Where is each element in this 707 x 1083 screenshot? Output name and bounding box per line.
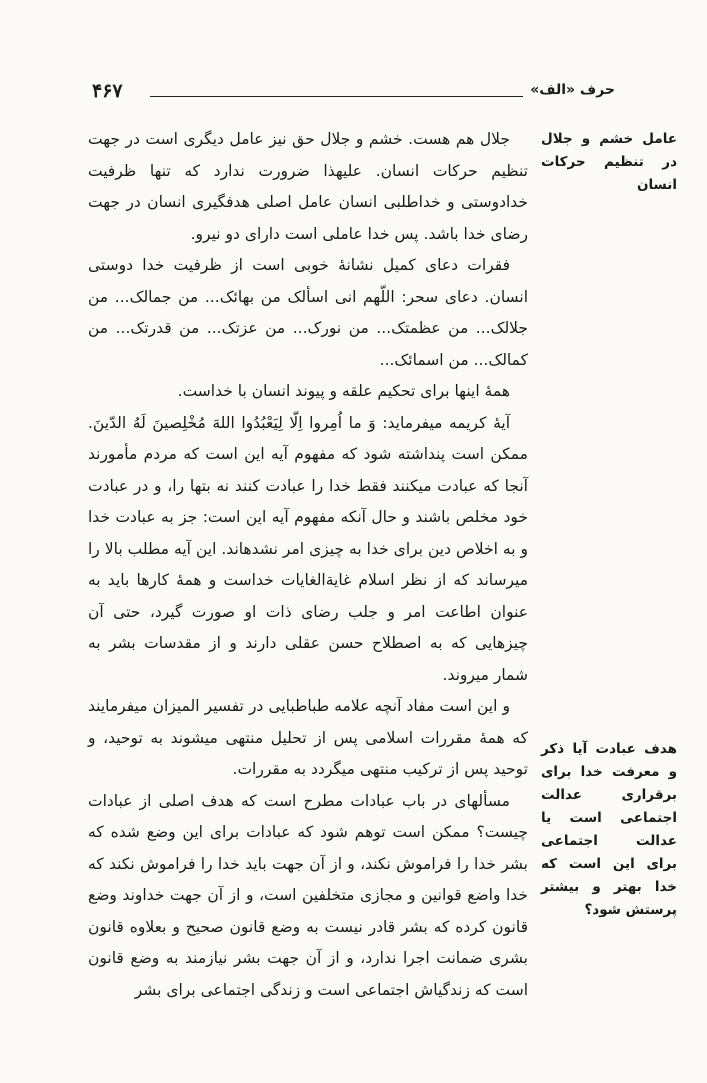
page-number: ۴۶۷ [92, 80, 123, 102]
margin-note: هدف عبادت آیا ذکر و معرفت خدا برای برقراری عدالت اجتماعی است یا عدالت اجتماعی برای این است که خدا بهتر و بیشتر پرستش شود؟ [541, 741, 677, 918]
running-head [92, 78, 615, 104]
margin-note: عامل خشم و جلال در تنظیم حرکات انسان [541, 131, 677, 193]
paragraph: جلال هم هست. خشم و جلال حق نیز عامل دیگری است در جهت تنظیم حرکات انسان. علیهذا ضرورت ندارد که تنها ظرفیت خدادوستی و خداطلبی انسان عامل اصلی هدفگیری انسان در جهت رضای خدا باشد. پس خدا عاملی است دارای دو نیرو. [88, 130, 528, 243]
paragraph: مسألهای در باب عبادات مطرح است که هدف اصلی از عبادات چیست؟ ممکن است توهم شود که عبادات برای این وضع شده که بشر خدا را فراموش نکند، و از آن جهت باید خدا را فراموش نکند که خدا واضع قوانین و مجازی متخلفین است، و از آن جهت خداوند وضع قانون کرده که بشر قادر نیست به وضع قانون صحیح و بعلاوه قانون بشری ضمانت اجرا ندارد، و از آن جهت بشر نیازمند به وضع قانون است که زندگیاش اجتماعی است و زندگی اجتماعی برای بشر [88, 791, 528, 999]
paragraph: فقرات دعای کمیل نشانهٔ خوبی است از ظرفیت خدا دوستی انسان. دعای سحر: اللّهم انی اسألک من بهائک... من جمالک... من جلالک... من عظمتک... من نورک... من عزتک... من قدرتک... من کمالک... من اسمائک... [88, 256, 528, 369]
paragraph: و این است مفاد آنچه علامه طباطبایی در تفسیر المیزان میفرمایند که همهٔ مقررات اسلامی پس از تحلیل منتهی میشوند به توحید، و توحید پس از ترکیب منتهی میگردد به مقررات. [88, 697, 528, 778]
paragraph: همهٔ اینها برای تحکیم علقه و پیوند انسان با خداست. [177, 382, 510, 400]
section-title: حرف «الف» [530, 82, 615, 98]
main-text [88, 124, 528, 1006]
paragraph: آیهٔ کریمه میفرماید: وَ ما اُمِروا اِلّا لِیَعْبُدُوا اللهَ مُخْلِصینَ لَهُ الدّینَ. ممکن است پنداشته شود که مفهوم آیه این است که مردم مأمورند آنجا که عبادت میکنند فقط خدا را عبادت کنند نه بتها را، و در عبادت خود مخلص باشند و حال آنکه مفهوم آیه این است: جز به عبادت خدا و به اخلاص دین برای خدا به چیزی امر نشدهاند. این آیه مطلب بالا را میرساند که از نظر اسلام غایةالغایات خداست و همهٔ کارها باید به عنوان اطاعت امر و جلب رضای ذات او صورت گیرد، حتی آن چیزهایی که به اصطلاح حسن عقلی دارند و از مقدسات بشر به شمار میروند. [88, 413, 528, 684]
header-rule [150, 96, 523, 97]
